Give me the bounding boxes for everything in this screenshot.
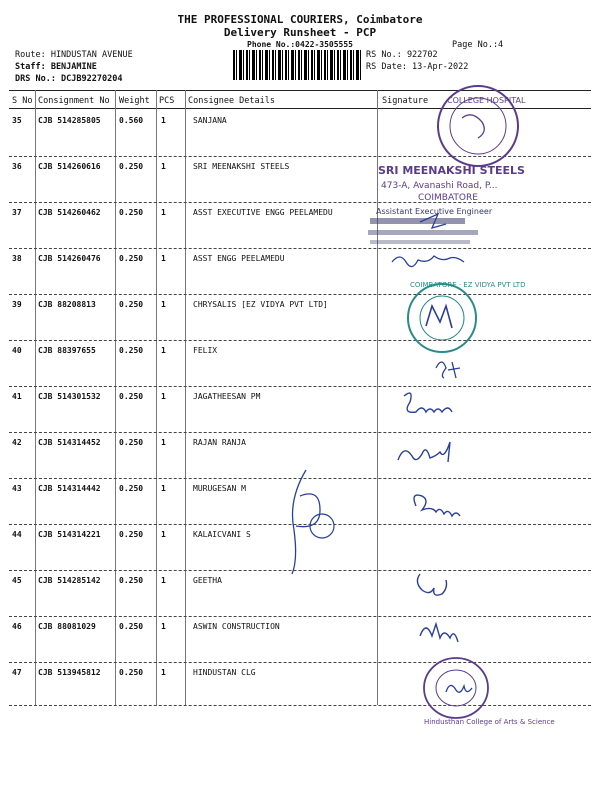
row-sno: 35 (12, 116, 22, 125)
rs-date: RS Date: 13-Apr-2022 (366, 62, 469, 72)
row-consignment: CJB 514314452 (38, 438, 101, 447)
table-top-border (9, 90, 591, 91)
row-weight: 0.250 (119, 392, 144, 401)
row-consignee: KALAICVANI S (193, 530, 251, 539)
row-pcs: 1 (161, 484, 166, 493)
row-consignee: RAJAN RANJA (193, 438, 246, 447)
row-sno: 41 (12, 392, 22, 401)
steels-stamp-address: 473-A, Avanashi Road, P... (381, 181, 498, 191)
steels-stamp-city: COIMBATORE (418, 193, 478, 203)
row-weight: 0.250 (119, 346, 144, 355)
row-weight: 0.250 (119, 300, 144, 309)
rs-number: RS No.: 922702 (366, 50, 438, 60)
row-divider (9, 156, 591, 157)
row-divider (9, 616, 591, 617)
row-sno: 46 (12, 622, 22, 631)
row-consignee: SANJANA (193, 116, 227, 125)
row-weight: 0.250 (119, 438, 144, 447)
row-divider (9, 662, 591, 663)
row-sno: 37 (12, 208, 22, 217)
row-divider (9, 570, 591, 571)
row-consignment: CJB 514301532 (38, 392, 101, 401)
row-pcs: 1 (161, 162, 166, 171)
col-header-weight: Weight (119, 96, 150, 106)
row-consignment: CJB 514260616 (38, 162, 101, 171)
ezvidya-stamp-text: COIMBATORE · EZ VIDYA PVT LTD (410, 281, 526, 289)
row-weight: 0.560 (119, 116, 144, 125)
staff: Staff: BENJAMINE (15, 62, 97, 72)
row-pcs: 1 (161, 668, 166, 677)
row-weight: 0.250 (119, 254, 144, 263)
row-consignment: CJB 514260462 (38, 208, 101, 217)
col-header-pcs: PCS (159, 96, 175, 106)
col-header-signature: Signature (382, 96, 429, 106)
barcode (233, 50, 361, 80)
table-row (0, 668, 600, 714)
row-pcs: 1 (161, 208, 166, 217)
row-sno: 39 (12, 300, 22, 309)
row-consignee: GEETHA (193, 576, 222, 585)
row-sno: 45 (12, 576, 22, 585)
row-pcs: 1 (161, 254, 166, 263)
row-consignee: JAGATHEESAN PM (193, 392, 261, 401)
row-pcs: 1 (161, 576, 166, 585)
row-pcs: 1 (161, 438, 166, 447)
row-divider (9, 248, 591, 249)
row-consignee: HINDUSTAN CLG (193, 668, 256, 677)
row-divider (9, 386, 591, 387)
phone-number: Phone No.:0422-3505555 (247, 40, 353, 49)
document-title: Delivery Runsheet - PCP (223, 26, 377, 39)
row-pcs: 1 (161, 530, 166, 539)
row-consignee: CHRYSALIS [EZ VIDYA PVT LTD] (193, 300, 328, 309)
row-consignee: ASST EXECUTIVE ENGG PEELAMEDU (193, 208, 333, 217)
row-sno: 44 (12, 530, 22, 539)
company-name: THE PROFESSIONAL COURIERS, Coimbatore (177, 13, 423, 26)
row-consignee: FELIX (193, 346, 218, 355)
steels-stamp-name: SRI MEENAKSHI STEELS (378, 164, 525, 177)
row-consignment: CJB 514260476 (38, 254, 101, 263)
engineer-stamp-title: Assistant Executive Engineer (376, 207, 493, 216)
row-consignee: ASWIN CONSTRUCTION (193, 622, 280, 631)
row-consignment: CJB 88081029 (38, 622, 96, 631)
row-consignee: MURUGESAN M (193, 484, 246, 493)
page-number: Page No.:4 (452, 40, 504, 50)
row-divider (9, 340, 591, 341)
row-consignment: CJB 513945812 (38, 668, 101, 677)
college-stamp-text: Hindusthan College of Arts & Science (424, 718, 555, 726)
row-pcs: 1 (161, 346, 166, 355)
row-divider (9, 202, 591, 203)
row-weight: 0.250 (119, 668, 144, 677)
row-weight: 0.250 (119, 530, 144, 539)
row-sno: 42 (12, 438, 22, 447)
row-consignment: CJB 514285142 (38, 576, 101, 585)
table-header-border (9, 108, 591, 109)
row-consignee: ASST ENGG PEELAMEDU (193, 254, 285, 263)
row-weight: 0.250 (119, 484, 144, 493)
row-weight: 0.250 (119, 208, 144, 217)
row-consignment: CJB 88397655 (38, 346, 96, 355)
row-weight: 0.250 (119, 622, 144, 631)
col-header-sno: S No (12, 96, 33, 106)
row-divider (9, 524, 591, 525)
row-consignment: CJB 514314442 (38, 484, 101, 493)
row-consignment: CJB 514314221 (38, 530, 101, 539)
hospital-stamp-text: COLLEGE HOSPITAL (447, 96, 526, 105)
row-sno: 40 (12, 346, 22, 355)
row-sno: 43 (12, 484, 22, 493)
row-sno: 38 (12, 254, 22, 263)
drs-number: DRS No.: DCJB92270204 (15, 74, 123, 84)
col-header-consignment: Consignment No (38, 96, 110, 106)
row-divider (9, 478, 591, 479)
row-divider (9, 432, 591, 433)
row-consignment: CJB 514285805 (38, 116, 101, 125)
col-header-consignee: Consignee Details (188, 96, 275, 106)
row-consignment: CJB 88208813 (38, 300, 96, 309)
row-sno: 47 (12, 668, 22, 677)
row-pcs: 1 (161, 392, 166, 401)
row-sno: 36 (12, 162, 22, 171)
row-consignee: SRI MEENAKSHI STEELS (193, 162, 290, 171)
row-pcs: 1 (161, 116, 166, 125)
row-divider (9, 294, 591, 295)
row-weight: 0.250 (119, 576, 144, 585)
row-pcs: 1 (161, 622, 166, 631)
route: Route: HINDUSTAN AVENUE (15, 50, 133, 60)
row-weight: 0.250 (119, 162, 144, 171)
row-pcs: 1 (161, 300, 166, 309)
